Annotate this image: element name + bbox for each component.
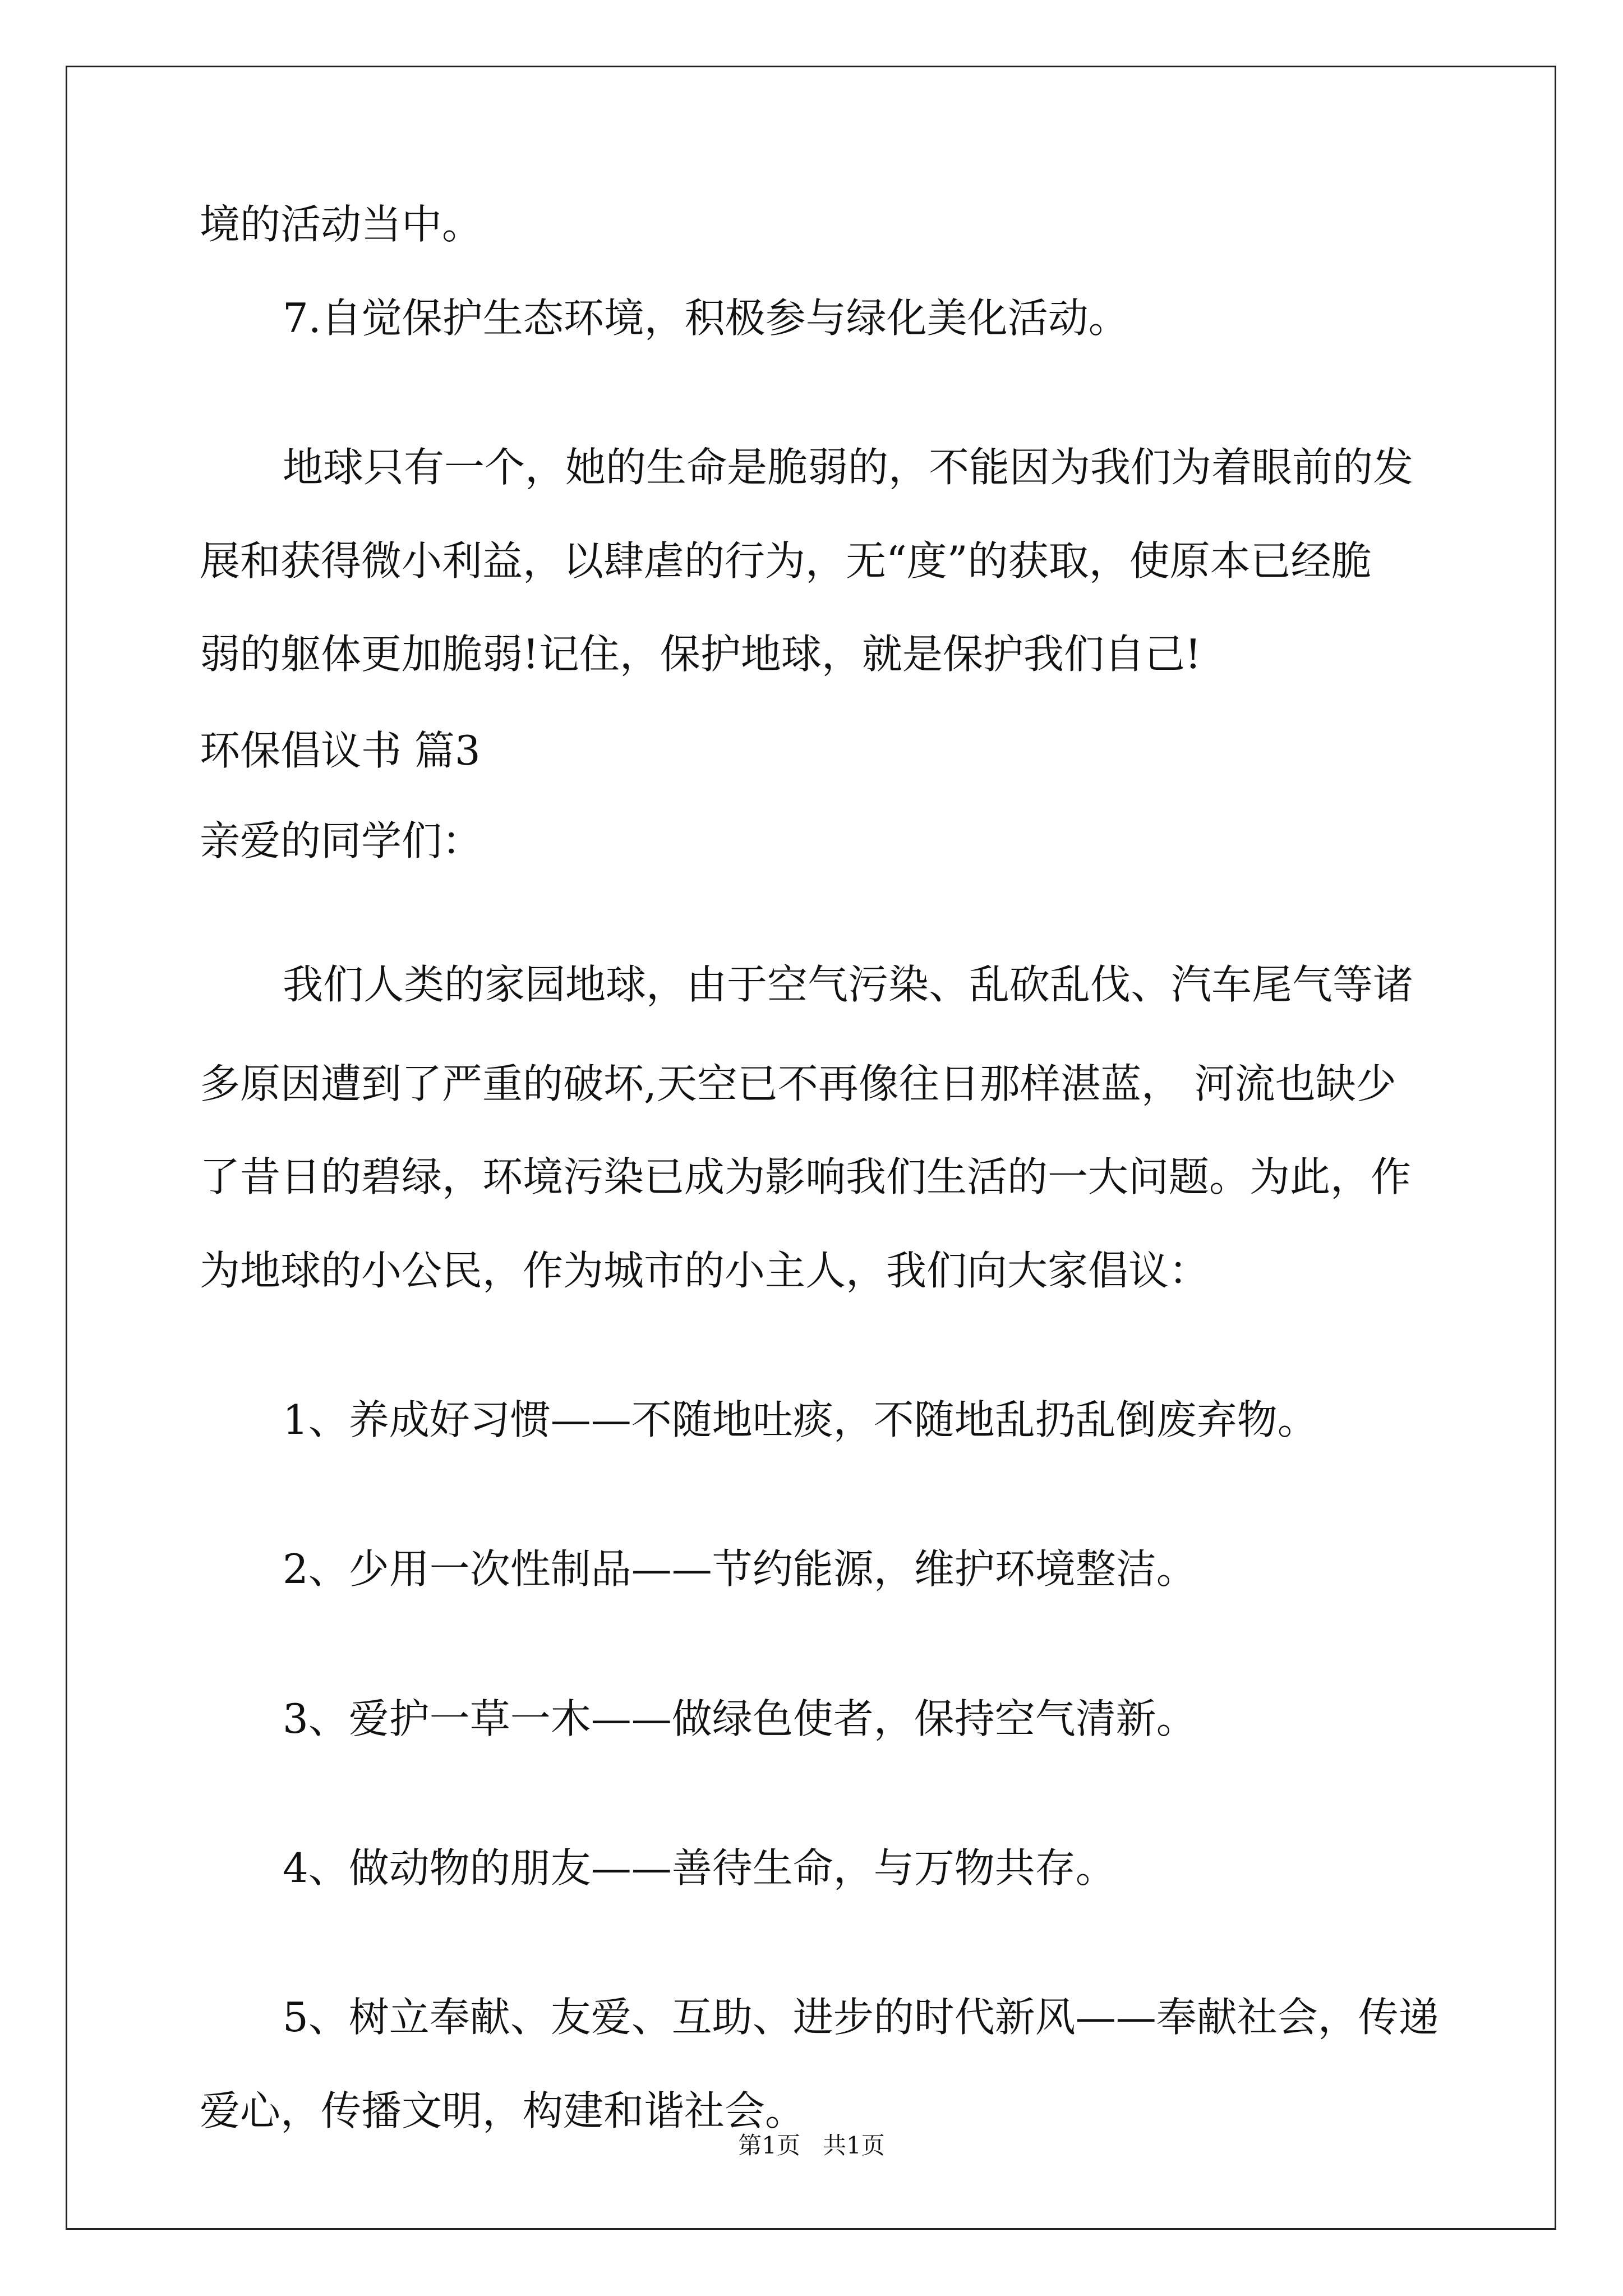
list-item: 4、做动物的朋友——善待生命，与万物共存。 (283, 1844, 1116, 1892)
text-line: 了昔日的碧绿，环境污染已成为影响我们生活的一大问题。为此，作 (200, 1153, 1412, 1200)
text-line: 弱的躯体更加脆弱!记住，保护地球，就是保护我们自己! (200, 631, 1201, 678)
text-line: 7.自觉保护生态环境，积极参与绿化美化活动。 (283, 295, 1129, 342)
page-number-footer: 第1页 共1页 (738, 2132, 885, 2159)
list-item: 2、少用一次性制品——节约能源，维护环境整洁。 (283, 1545, 1197, 1593)
text-line: 我们人类的家园地球，由于空气污染、乱砍乱伐、汽车尾气等诸 (283, 961, 1414, 1008)
section-heading: 环保倡议书 篇3 (200, 727, 481, 774)
text-line: 爱心，传播文明，构建和谐社会。 (200, 2087, 806, 2134)
text-line: 为地球的小公民，作为城市的小主人，我们向大家倡议： (200, 1247, 1210, 1294)
list-item: 1、养成好习惯——不随地吐痰，不随地乱扔乱倒废弃物。 (283, 1396, 1318, 1443)
list-item: 3、爱护一草一木——做绿色使者，保持空气清新。 (283, 1695, 1197, 1742)
salutation: 亲爱的同学们： (200, 817, 483, 864)
text-line: 展和获得微小利益，以肆虐的行为，无“度”的获取，使原本已经脆 (200, 537, 1372, 585)
page-frame (66, 66, 1556, 2230)
text-line: 境的活动当中。 (200, 201, 483, 248)
text-line: 地球只有一个，她的生命是脆弱的，不能因为我们为着眼前的发 (283, 444, 1414, 491)
text-line: 多原因遭到了严重的破坏,天空已不再像往日那样湛蓝， 河流也缺少 (200, 1060, 1396, 1107)
list-item: 5、树立奉献、友爱、互助、进步的时代新风——奉献社会，传递 (283, 1994, 1439, 2041)
